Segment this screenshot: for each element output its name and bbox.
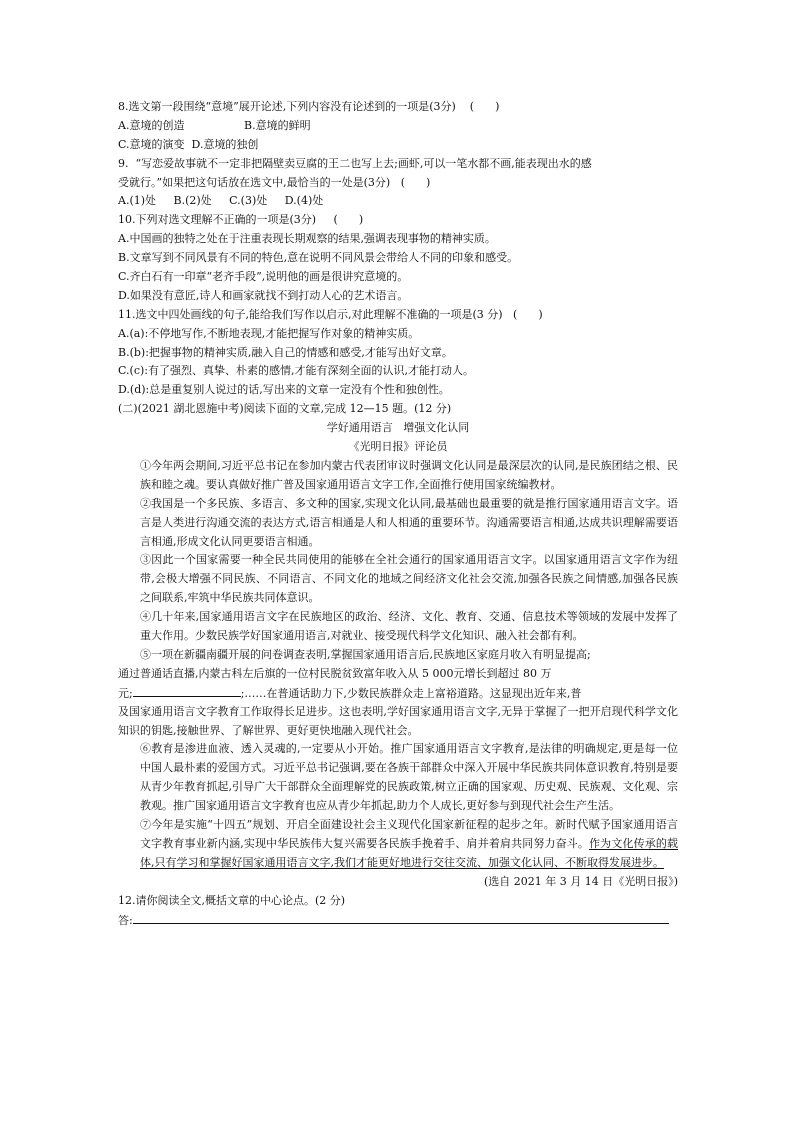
- article-title: 学好通用语言 增强文化认同: [326, 421, 470, 435]
- paragraph-5-prefix: 元;: [118, 686, 133, 700]
- question-11-option-b: B.(b):把握事物的精神实质,融入自己的情感和感受,才能写出好文章。: [118, 345, 453, 359]
- paragraph-5-suffix: ;……在普通话助力下,少数民族群众走上富裕道路。这显现出近年来,普: [240, 686, 582, 700]
- question-10-option-a: A.中国画的独特之处在于注重表现长期观察的结果,强调表现事物的精神实质。: [118, 232, 496, 246]
- article-paragraph-6: ⑥教育是渗进血液、透入灵魂的,一定要从小开始。推广国家通用语言文字教育,是法律的明确规定,更是每一位中国人最朴素的爱国方式。习近平总书记强调,要在各族干部群众中深入开展中华民族共同体意识教育,特别是要从青少年教育抓起,引导广大干部群众全面理解党的民族政策,树立正确的国家观、历史观、民族观、文化观、宗教观。推广国家通用语言文字教育也应从青少年抓起,助力个人成长,更好参与到现代社会生产生活。: [140, 742, 678, 813]
- question-10-stem: 10.下列对选文理解不正确的一项是(3分) ( ): [118, 213, 364, 227]
- article-author: 《光明日报》评论员: [348, 440, 448, 454]
- question-11-option-c: C.(c):有了强烈、真挚、朴素的感情,才能有深刻全面的认识,才能打动人。: [118, 364, 474, 378]
- article-paragraph-7: [118, 816, 678, 873]
- question-12-answer-row: [118, 911, 678, 930]
- question-8-options-ab: [118, 117, 678, 136]
- question-11-option-a: A.(a):不停地写作,不断地表现,才能把握写作对象的精神实质。: [118, 326, 420, 340]
- article-body: [118, 457, 678, 873]
- question-10-option-c: C.齐白石有一印章“老齐手段”,说明他的画是很讲究意境的。: [118, 270, 409, 284]
- paragraph-7-text: ⑦今年是实施“十四五”规划、开启全面建设社会主义现代化国家新征程的起步之年。新时代赋予国家通用语言文字教育事业新内涵,实现中华民族伟大复兴需要各民族手挽着手、肩并着肩共同努力奋斗。: [140, 818, 678, 850]
- article-paragraph-5-line-3: [118, 684, 678, 703]
- answer-label: 答:: [118, 913, 133, 927]
- article-paragraph-4: ④几十年来,国家通用语言文字在民族地区的政治、经济、文化、教育、交通、信息技术等领域的发展中发挥了重大作用。少数民族学好国家通用语言,对就业、接受现代科学文化知识、融入社会都有利。: [140, 610, 678, 643]
- question-8-options-cd: C.意境的演变 D.意境的独创: [118, 137, 259, 151]
- article-paragraph-1: ①今年两会期间,习近平总书记在参加内蒙古代表团审议时强调文化认同是最深层次的认同,是民族团结之根、民族和睦之魂。要认真做好推广普及国家通用语言文字工作,全面推行使用国家统编教材。: [140, 458, 678, 491]
- question-8-stem: 8.选文第一段围绕“意境”展开论述,下列内容没有论述到的一项是(3分) ( ): [118, 100, 500, 113]
- question-10-option-d: D.如果没有意匠,诗人和画家就找不到打动人心的艺术语言。: [118, 288, 409, 302]
- question-8-option-a: A.意境的创造: [118, 118, 185, 132]
- section-2-intro: (二)(2021 湖北恩施中考)阅读下面的文章,完成 12—15 题。(12 分): [118, 402, 452, 416]
- article-paragraph-5-line-1: ⑤一项在新疆南疆开展的问卷调查表明,掌握国家通用语言后,民族地区家庭月收入有明显提高;: [140, 647, 591, 661]
- question-11-option-d: D.(d):总是重复别人说过的话,写出来的文章一定没有个性和独创性。: [118, 383, 450, 397]
- question-8-option-b: B.意境的鲜明: [244, 118, 311, 132]
- question-10-option-b: B.文章写到不同风景有不同的特色,意在说明不同风景会带给人不同的印象和感受。: [118, 251, 519, 265]
- article-paragraph-2: ②我国是一个多民族、多语言、多文种的国家,实现文化认同,最基础也最重要的就是推行国家通用语言文字。语言是人类进行沟通交流的表达方式,语言相通是人和人相通的重要环节。沟通需要语言相通,达成共识理解需要语言相通,形成文化认同更要语言相通。: [140, 496, 678, 548]
- article-paragraph-5-rest: 及国家通用语言文字教育工作取得长足进步。这也表明,学好国家通用语言文字,无异于掌握了一把开启现代科学文化知识的钥匙,接触世界、了解世界、更好更快地融入现代社会。: [118, 704, 678, 737]
- question-9-line-1: 9. “写恋爱故事就不一定非把隔壁卖豆腐的王二也写上去;画虾,可以一笔水都不画,能表现出水的感: [118, 156, 592, 170]
- fill-in-blank[interactable]: [133, 684, 241, 697]
- paragraph-7-underlined-sentence: 作为文化传承的载体,只有学习和掌握好国家通用语言文字,我们才能更好地进行交往交流、加强文化认同、不断取得发展进步。: [140, 837, 678, 869]
- question-11-stem: 11.选文中四处画线的句子,能给我们写作以启示,对此理解不准确的一项是(3 分) ( ): [118, 307, 543, 321]
- question-9-options: A.(1)处 B.(2)处 C.(3)处 D.(4)处: [118, 194, 324, 208]
- article-source: (选自 2021 年 3 月 14 日《光明日报》): [483, 874, 678, 888]
- answer-line[interactable]: [133, 911, 669, 924]
- question-12-stem: 12.请你阅读全文,概括文章的中心论点。(2 分): [118, 893, 346, 907]
- question-9-line-2: 受就行。”如果把这句话放在选文中,最恰当的一处是(3分) ( ): [118, 175, 431, 189]
- exam-page: [118, 98, 678, 929]
- article-paragraph-3: ③因此一个国家需要一种全民共同使用的能够在全社会通行的国家通用语言文字。以国家通用语言文字作为纽带,会极大增强不同民族、不同语言、不同文化的地域之间经济文化社会交流,加强各民族之间情感,加强各民族之间联系,牢筑中华民族共同体意识。: [140, 553, 678, 605]
- article-paragraph-5-line-2: 通过普通话直播,内蒙古科左后旗的一位村民脱贫致富年收入从 5 000元增长到超过 80 万: [118, 666, 552, 680]
